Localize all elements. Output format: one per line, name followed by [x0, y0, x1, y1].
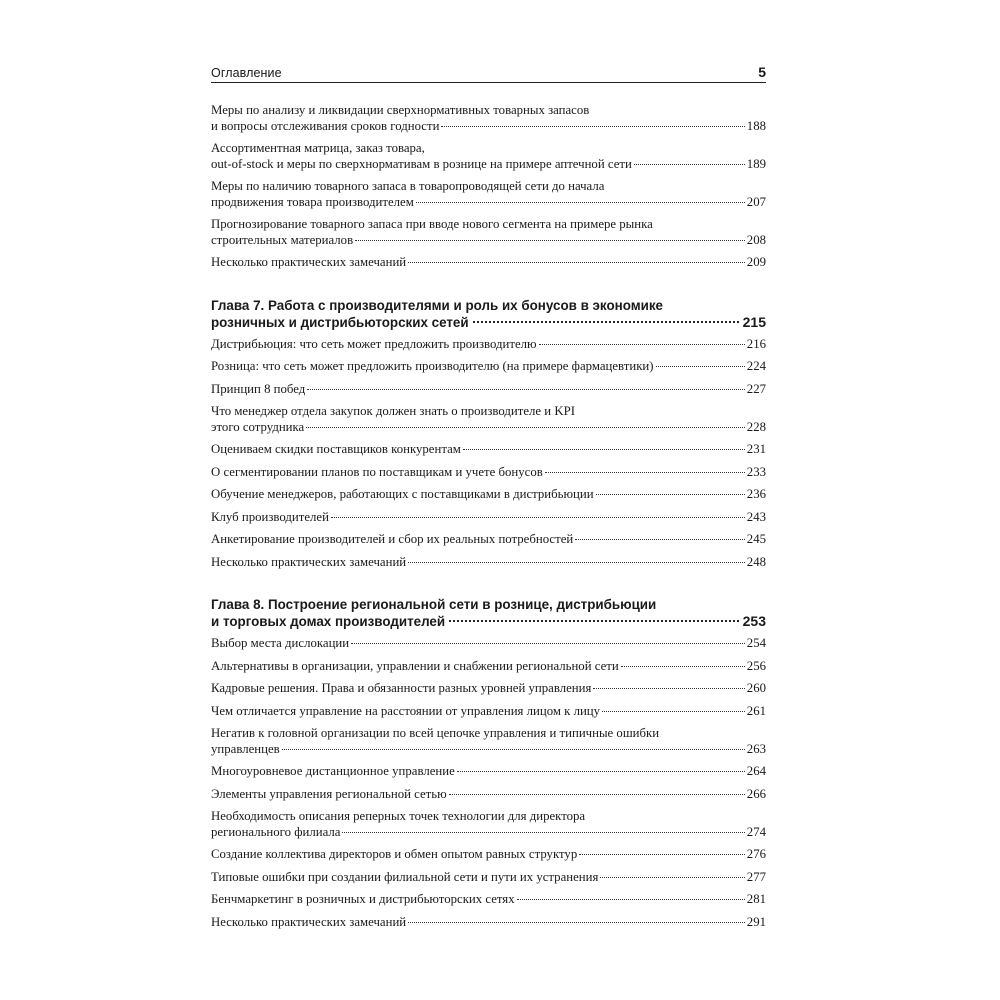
toc-entry[interactable]	[211, 892, 766, 908]
dot-leader	[449, 794, 745, 795]
chapter-7-heading[interactable]	[211, 297, 766, 331]
toc-entry-title: регионального филиала	[211, 824, 341, 839]
toc-entry[interactable]	[211, 764, 766, 780]
dot-leader	[282, 749, 745, 750]
toc-page	[211, 60, 766, 937]
toc-entry-title: out-of-stock и меры по сверхнормативам в рознице на примере аптечной сети	[211, 156, 632, 171]
toc-entry-line: Меры по анализу и ликвидации сверхнормативных товарных запасов	[211, 103, 590, 117]
toc-entry-title: Типовые ошибки при создании филиальной сети и пути их устранения	[211, 869, 599, 884]
toc-entry-line: Ассортиментная матрица, заказ товара,	[211, 141, 425, 155]
toc-entry-title: Дистрибьюция: что сеть может предложить производителю	[211, 336, 537, 351]
toc-entry[interactable]	[211, 659, 766, 675]
toc-entry[interactable]	[211, 465, 766, 481]
toc-entry-title: Альтернативы в организации, управлении и снабжении региональной сети	[211, 658, 619, 673]
toc-entry-title: Создание коллектива директоров и обмен опытом равных структур	[211, 847, 578, 861]
toc-entry[interactable]	[211, 179, 766, 210]
toc-page-number: 248	[746, 554, 766, 569]
toc-entry[interactable]	[211, 359, 766, 375]
dot-leader	[539, 344, 745, 345]
toc-page-number: 227	[746, 381, 766, 396]
toc-entry[interactable]	[211, 487, 766, 503]
toc-entry[interactable]	[211, 217, 766, 248]
dot-leader	[621, 666, 745, 667]
toc-entry-title: строительных материалов	[211, 232, 354, 247]
toc-page-number: 189	[746, 156, 766, 171]
toc-entry-title: управленцев	[211, 741, 280, 756]
toc-entry-title: Несколько практических замечаний	[211, 914, 407, 929]
dot-leader	[545, 472, 745, 473]
running-title: Оглавление	[211, 66, 282, 80]
toc-page-number: 276	[746, 847, 766, 861]
dot-leader	[579, 854, 745, 855]
toc-entry-title: Выбор места дислокации	[211, 636, 350, 650]
toc-page-number: 216	[746, 336, 766, 351]
chapter-8-heading[interactable]	[211, 596, 766, 630]
toc-entry-title: Элементы управления региональной сетью	[211, 786, 447, 801]
chapter-title-line: Глава 7. Работа с производителями и роль их бонусов в экономике	[211, 297, 664, 313]
toc-entry-title: Чем отличается управление на расстоянии от управления лицом к лицу	[211, 703, 601, 718]
dot-leader	[351, 643, 745, 644]
toc-entry[interactable]	[211, 337, 766, 353]
toc-entry[interactable]	[211, 809, 766, 840]
toc-entry[interactable]	[211, 847, 766, 863]
dot-leader	[441, 126, 744, 127]
toc-entry-line: Негатив к головной организации по всей цепочке управления и типичные ошибки	[211, 726, 660, 740]
dot-leader	[575, 539, 745, 540]
toc-entry-title: и вопросы отслеживания сроков годности	[211, 118, 440, 133]
toc-entry-title: Принцип 8 побед	[211, 381, 306, 396]
toc-entry[interactable]	[211, 681, 766, 697]
dot-leader	[463, 449, 745, 450]
toc-entry-title: Анкетирование производителей и сбор их реальных потребностей	[211, 532, 574, 546]
toc-entry-title: О сегментировании планов по поставщикам и учете бонусов	[211, 464, 543, 479]
toc-entry-title: Розница: что сеть может предложить производителю (на примере фармацевтики)	[211, 359, 654, 373]
chapter-page-number: 253	[742, 613, 766, 629]
dot-leader	[408, 562, 745, 563]
toc-entry-line: Прогнозирование товарного запаса при вводе нового сегмента на примере рынка	[211, 217, 653, 231]
toc-entry-title: Клуб производителей	[211, 509, 329, 524]
chapter-7-section	[211, 297, 766, 571]
toc-page-number: 291	[746, 914, 766, 929]
toc-page-number: 224	[746, 359, 766, 373]
toc-page-number: 260	[746, 681, 766, 695]
chapter-title-line: розничных и дистрибьюторских сетей	[211, 314, 469, 330]
toc-page-number: 233	[746, 464, 766, 479]
toc-entry[interactable]	[211, 404, 766, 435]
intro-entries	[211, 103, 766, 271]
dot-leader	[331, 517, 745, 518]
dot-leader	[600, 877, 744, 878]
dot-leader	[596, 494, 745, 495]
dot-leader	[449, 620, 739, 622]
toc-entry[interactable]	[211, 382, 766, 398]
toc-entry-line: Необходимость описания реперных точек технологии для директора	[211, 809, 586, 823]
toc-entry[interactable]	[211, 555, 766, 571]
dot-leader	[408, 262, 745, 263]
toc-entry[interactable]	[211, 787, 766, 803]
toc-entry[interactable]	[211, 636, 766, 652]
toc-page-number: 263	[746, 741, 766, 756]
page-number: 5	[758, 64, 766, 80]
toc-entry[interactable]	[211, 915, 766, 931]
toc-entry-title: Несколько практических замечаний	[211, 255, 407, 269]
dot-leader	[656, 366, 745, 367]
toc-entry[interactable]	[211, 442, 766, 458]
toc-page-number: 243	[746, 509, 766, 524]
dot-leader	[408, 922, 745, 923]
toc-page-number: 264	[746, 764, 766, 778]
toc-entry-title: продвижения товара производителем	[211, 194, 414, 209]
toc-entry-title: Обучение менеджеров, работающих с поставщиками в дистрибьюции	[211, 487, 594, 501]
toc-page-number: 277	[746, 869, 766, 884]
dot-leader	[593, 688, 744, 689]
toc-entry[interactable]	[211, 704, 766, 720]
dot-leader	[634, 164, 745, 165]
toc-page-number: 281	[746, 892, 766, 906]
toc-page-number: 188	[746, 118, 766, 133]
page-header	[211, 60, 766, 83]
toc-entry[interactable]	[211, 726, 766, 757]
toc-page-number: 228	[746, 419, 766, 434]
toc-entry-title: Многоуровневое дистанционное управление	[211, 764, 455, 778]
toc-entry-line: Меры по наличию товарного запаса в товаропроводящей сети до начала	[211, 179, 605, 193]
toc-page-number: 207	[746, 194, 766, 209]
toc-page-number: 254	[746, 636, 766, 650]
dot-leader	[342, 832, 744, 833]
toc-page-number: 261	[746, 703, 766, 718]
toc-page-number: 266	[746, 786, 766, 801]
toc-page-number: 208	[746, 232, 766, 247]
dot-leader	[457, 771, 745, 772]
chapter-page-number: 215	[742, 313, 766, 330]
chapter-7-entries	[211, 337, 766, 571]
chapter-title-line: Глава 8. Построение региональной сети в рознице, дистрибьюции	[211, 597, 657, 612]
toc-entry-title: Кадровые решения. Права и обязанности разных уровней управления	[211, 681, 592, 695]
dot-leader	[307, 389, 745, 390]
toc-page-number: 231	[746, 442, 766, 456]
toc-entry[interactable]	[211, 510, 766, 526]
dot-leader	[602, 711, 745, 712]
toc-page-number: 274	[746, 824, 766, 839]
chapter-title-line: и торговых домах производителей	[211, 614, 446, 629]
toc-entry[interactable]	[211, 103, 766, 134]
chapter-8-section	[211, 596, 766, 930]
dot-leader	[416, 202, 745, 203]
toc-entry-title: Несколько практических замечаний	[211, 554, 407, 569]
dot-leader	[355, 240, 745, 241]
toc-page-number: 256	[746, 658, 766, 673]
toc-entry[interactable]	[211, 532, 766, 548]
toc-entry-title: Оцениваем скидки поставщиков конкурентам	[211, 442, 461, 456]
toc-entry[interactable]	[211, 255, 766, 271]
toc-entry-line: Что менеджер отдела закупок должен знать о производителе и KPI	[211, 404, 575, 418]
dot-leader	[306, 427, 745, 428]
toc-entry[interactable]	[211, 141, 766, 172]
toc-entry-title: этого сотрудника	[211, 419, 305, 434]
dot-leader	[517, 899, 745, 900]
chapter-8-entries	[211, 636, 766, 930]
toc-page-number: 236	[746, 487, 766, 501]
dot-leader	[473, 321, 739, 323]
toc-page-number: 245	[746, 532, 766, 546]
toc-entry-title: Бенчмаркетинг в розничных и дистрибьюторских сетях	[211, 892, 515, 906]
toc-entry[interactable]	[211, 870, 766, 886]
toc-page-number: 209	[746, 255, 766, 269]
